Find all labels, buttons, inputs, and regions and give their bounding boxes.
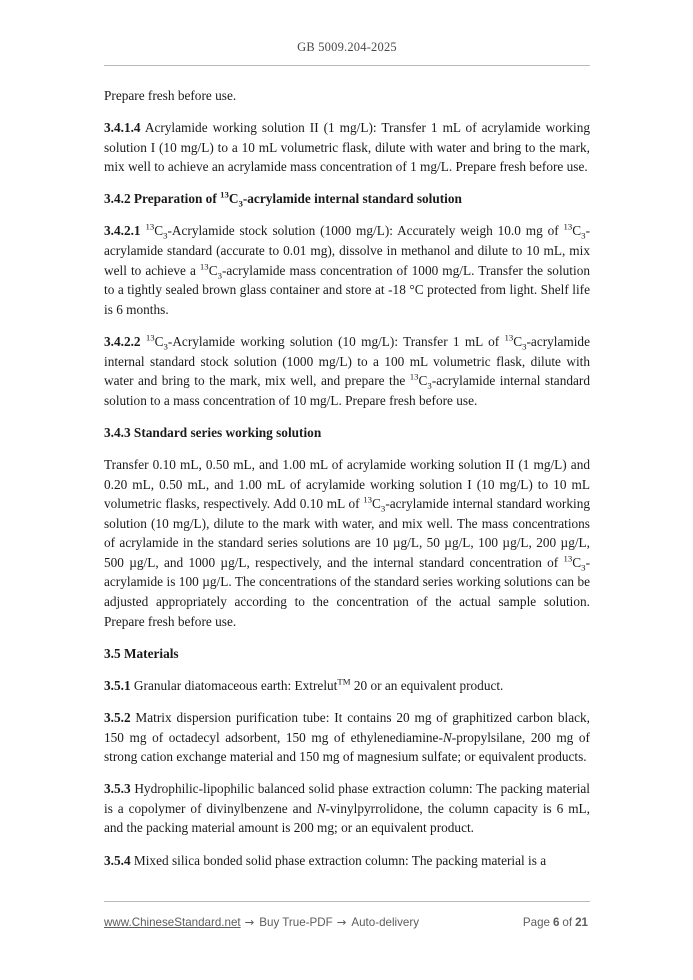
clause-text-2: -Acrylamide stock solution (1000 mg/L): Accurately weigh 10.0 mg of [167,223,564,239]
document-content [104,86,590,870]
arrow-right-icon: → [244,915,255,929]
clause-number: 3.5.1 [104,677,131,693]
total-page-count: 21 [575,915,588,929]
clause-text-1: Hydrophilic-lipophilic balanced solid phase extraction column: The packing material is a copolymer of divinylbenzene and [104,781,590,816]
clause-3-5-4 [104,851,590,871]
isotope-superscript: 13 [199,261,209,272]
clause-text-4: -acrylamide internal standard solution to a mass concentration of 10 mg/L. Prepare fresh before use. [104,373,590,408]
isotope-element: C [513,333,523,349]
isotope-superscript: 13 [145,222,155,233]
heading-text-after: -acrylamide internal standard solution [242,191,462,207]
isotope-subscript: 3 [217,270,222,281]
clause-3-4-3-body [104,455,590,631]
heading-3-4-2 [104,189,590,209]
italic-locant: N [316,800,326,816]
auto-delivery-label: Auto-delivery [351,915,420,929]
clause-number: 3.4.1.4 [104,120,141,136]
isotope-superscript: 13 [409,371,419,382]
clause-number: 3.5.4 [104,852,131,868]
isotope-element: C [208,262,218,278]
isotope-element: C [228,191,239,207]
buy-true-pdf-label[interactable]: Buy True-PDF [259,915,333,929]
clause-text-2: -vinylpyrrolidone, the column capacity is 6 mL, and the packing material amount is 200 mg; or an equivalent product. [104,800,590,836]
clause-text-3: -acrylamide internal standard stock solution (1000 mg/L) to a 100 mL volumetric flask, dilute with water and bring to the mark, mix well, and prepare the [104,333,590,389]
page-indicator [523,916,590,929]
clause-text-3: -acrylamide standard (accurate to 0.01 mg), dissolve in methanol and dilute to 10 mL, mix well to achieve a [104,223,590,278]
clause-number: 3.5.2 [104,709,131,725]
clause-text-2: -Acrylamide working solution (10 mg/L): Transfer 1 mL of [167,333,505,349]
clause-number: 3.4.2.1 [104,223,141,239]
isotope-subscript: 3 [238,199,243,210]
heading-number: 3.4.2 [104,191,131,207]
trademark-superscript: TM [337,676,351,687]
clause-text: Mixed silica bonded solid phase extraction column: The packing material is a [130,852,547,868]
footer-divider [104,901,590,902]
isotope-element: C [372,496,381,512]
isotope-superscript: 13 [145,332,155,343]
header-divider [104,65,590,66]
clause-text-1: Matrix dispersion purification tube: It contains 20 mg of graphitized carbon black, 150 mg of octadecyl adsorbent, 150 mg of ethylenediamine- [104,709,590,745]
page-label: Page [522,915,550,929]
clause-3-4-2-1 [104,221,590,319]
heading-number: 3.5 [104,645,121,661]
clause-text-2: -propylsilane, 200 mg of strong cation exchange material and 150 mg of magnesium sulfate; or equivalent products. [104,729,590,765]
isotope-subscript: 3 [163,341,168,352]
clause-text-4: -acrylamide mass concentration of 1000 mg/L. Transfer the solution to a tightly sealed brown glass container and store at -18 °C protected from light. Shelf life is 6 months. [104,262,590,317]
heading-3-5 [104,644,590,664]
clause-text-1: Transfer 0.10 mL, 0.50 mL, and 1.00 mL of acrylamide working solution II (1 mg/L) and 0.20 mL, 0.50 mL, and 1.00 mL of acrylamide working solution I (10 mg/L) to 10 mL volumetric flasks, respectively. Add 0.10 mL of [104,456,590,512]
footer-promo [104,915,419,929]
clause-3-4-2-2 [104,332,590,410]
clause-number: 3.4.2.2 [104,333,141,349]
isotope-element: C [154,223,164,239]
isotope-subscript: 3 [163,231,168,242]
isotope-element: C [418,373,428,389]
isotope-superscript: 13 [563,222,573,233]
italic-locant: N [442,729,452,745]
isotope-element: C [154,333,164,349]
clause-text-2: 20 or an equivalent product. [350,677,504,693]
clause-number: 3.5.3 [104,781,131,797]
clause-3-4-1-4 [104,118,590,177]
page-header [104,38,590,56]
isotope-superscript: 13 [504,332,514,343]
clause-text-1: Granular diatomaceous earth: Extrelut [130,677,338,693]
paragraph-prepare-fresh: Prepare fresh before use. [104,88,237,103]
standard-code-header: GB 5009.204-2025 [297,40,397,54]
heading-text: Standard series working solution [130,424,322,440]
isotope-element: C [572,223,582,239]
clause-3-5-2 [104,708,590,767]
website-link[interactable]: www.ChineseStandard.net [104,915,241,929]
isotope-subscript: 3 [581,562,586,573]
isotope-superscript: 13 [363,494,373,505]
isotope-element: C [572,554,582,570]
current-page-number: 6 [552,915,560,929]
isotope-subscript: 3 [522,341,527,352]
clause-text-2: -acrylamide internal standard working solution (10 mg/L), dilute to the mark with water, and mix well. The mass concentrations of acrylamide in the standard series solutions are 10 µg/L, 50 µg/L, 100 µg/L, 200 µg/L, 500 µg/L, and 1000 µg/L, respectively, and the internal standard concentration of [104,496,590,570]
page-footer [104,911,590,933]
of-label: of [562,915,573,929]
arrow-right-icon: → [336,915,347,929]
isotope-subscript: 3 [427,380,432,391]
isotope-superscript: 13 [220,189,229,200]
isotope-superscript: 13 [563,553,573,564]
heading-text-before: Preparation of [130,191,221,207]
clause-text-3: -acrylamide is 100 µg/L. The concentrations of the standard series working solutions can be adjusted appropriately according to the concentration of the actual sample solution. Prepare fresh before use. [104,554,590,629]
isotope-subscript: 3 [380,503,386,514]
clause-3-5-3 [104,779,590,838]
heading-text: Materials [120,645,179,661]
clause-3-5-1 [104,676,590,696]
heading-number: 3.4.3 [104,424,131,440]
clause-text: Acrylamide working solution II (1 mg/L): Transfer 1 mL of acrylamide working solution I (10 mg/L) to a 10 mL volumetric flask, dilute with water and bring to the mark, mix well to achieve an acrylamide mass concentration of 1 mg/L. Prepare fresh before use. [104,120,590,175]
heading-3-4-3 [104,423,590,443]
isotope-subscript: 3 [581,231,586,242]
